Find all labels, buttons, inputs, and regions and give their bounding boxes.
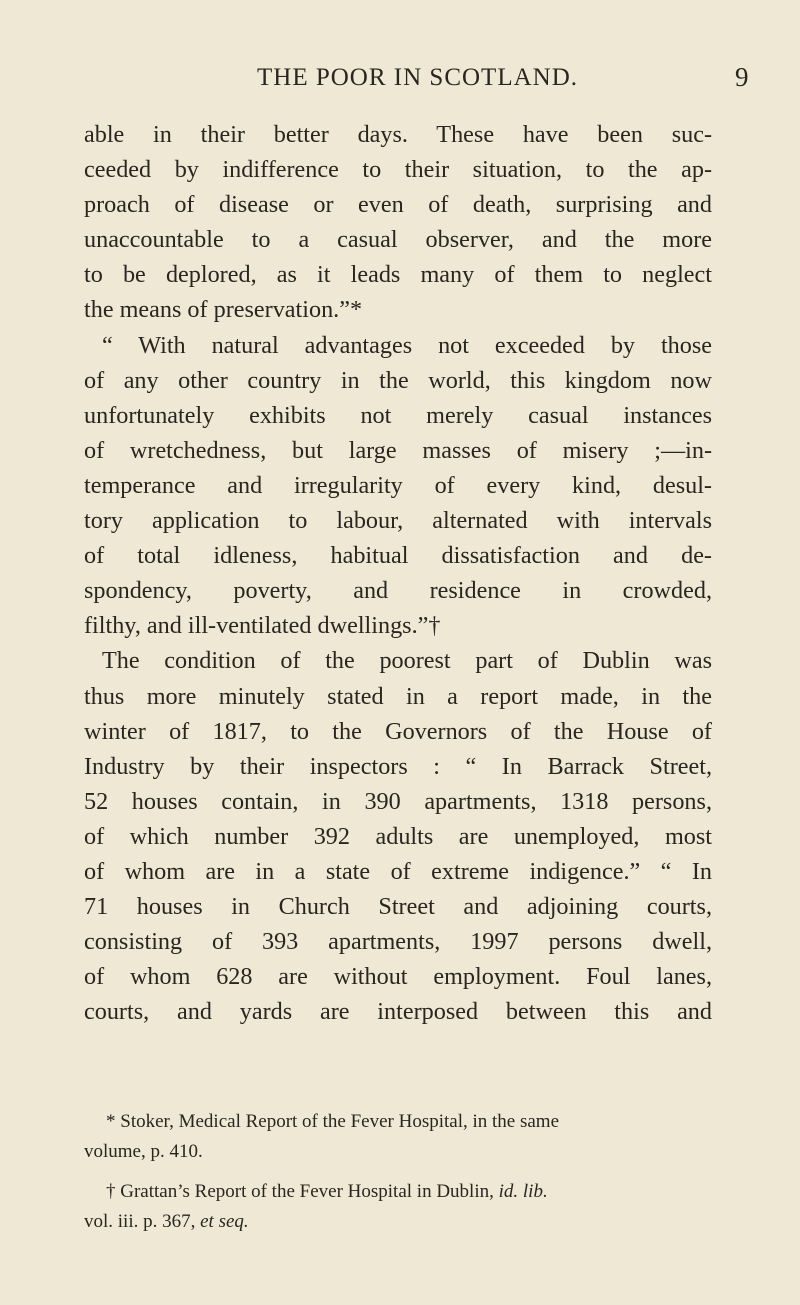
text-line: tory application to labour, alternated with intervals <box>84 507 712 535</box>
text-line: The condition of the poorest part of Dublin was <box>102 647 712 675</box>
text-line: of which number 392 adults are unemployed, most <box>84 822 712 850</box>
text-line: spondency, poverty, and residence in crowded, <box>84 577 712 605</box>
footnotes <box>84 1107 712 1237</box>
text-line: courts, and yards are interposed between this and <box>84 998 712 1026</box>
text-line: of whom 628 are without employment. Foul lanes, <box>84 963 712 991</box>
text-line: filthy, and ill-ventilated dwellings.”† <box>84 612 441 640</box>
footnote-2-text: vol. iii. p. 367, <box>84 1211 201 1232</box>
text-line: “ With natural advantages not exceeded by those <box>102 331 712 359</box>
page-number: 9 <box>735 62 749 92</box>
footnote-1-line: volume, p. 410. <box>84 1141 203 1162</box>
text-line: ceeded by indifference to their situation, to the ap- <box>84 156 712 184</box>
text-line: of wretchedness, but large masses of misery ;—in- <box>84 436 712 464</box>
text-line: able in their better days. These have been suc- <box>84 121 712 148</box>
text-line: Industry by their inspectors : “ In Barrack Street, <box>84 752 712 780</box>
text-line: thus more minutely stated in a report made, in the <box>84 682 712 710</box>
text-line: winter of 1817, to the Governors of the House of <box>84 717 712 745</box>
text-line: unaccountable to a casual observer, and the more <box>84 226 712 254</box>
text-line: 71 houses in Church Street and adjoining courts, <box>84 893 712 921</box>
text-line: the means of preservation.”* <box>84 296 363 324</box>
footnote-2-italic: id. lib. <box>498 1181 548 1202</box>
page-header <box>0 64 800 98</box>
text-line: temperance and irregularity of every kind, desul- <box>84 471 712 499</box>
text-line: of whom are in a state of extreme indigence.” “ In <box>84 857 712 885</box>
text-line: unfortunately exhibits not merely casual instances <box>84 401 712 429</box>
text-line: 52 houses contain, in 390 apartments, 1318 persons, <box>84 787 712 815</box>
footnote-1-line: * Stoker, Medical Report of the Fever Hospital, in the same <box>106 1111 560 1132</box>
text-line: of total idleness, habitual dissatisfaction and de- <box>84 542 712 570</box>
running-head: THE POOR IN SCOTLAND. <box>257 64 578 91</box>
footnote-2-text: † Grattan’s Report of the Fever Hospital in Dublin, <box>106 1181 499 1202</box>
footnote-2-line <box>84 1177 712 1207</box>
footnote-2-italic: et seq. <box>200 1211 249 1232</box>
text-line: of any other country in the world, this kingdom now <box>84 366 712 394</box>
body-text <box>84 117 712 1029</box>
footnote-2-line <box>84 1207 712 1237</box>
text-line: proach of disease or even of death, surprising and <box>84 191 712 219</box>
text-line: consisting of 393 apartments, 1997 persons dwell, <box>84 928 712 956</box>
text-line: to be deplored, as it leads many of them to neglect <box>84 261 712 289</box>
